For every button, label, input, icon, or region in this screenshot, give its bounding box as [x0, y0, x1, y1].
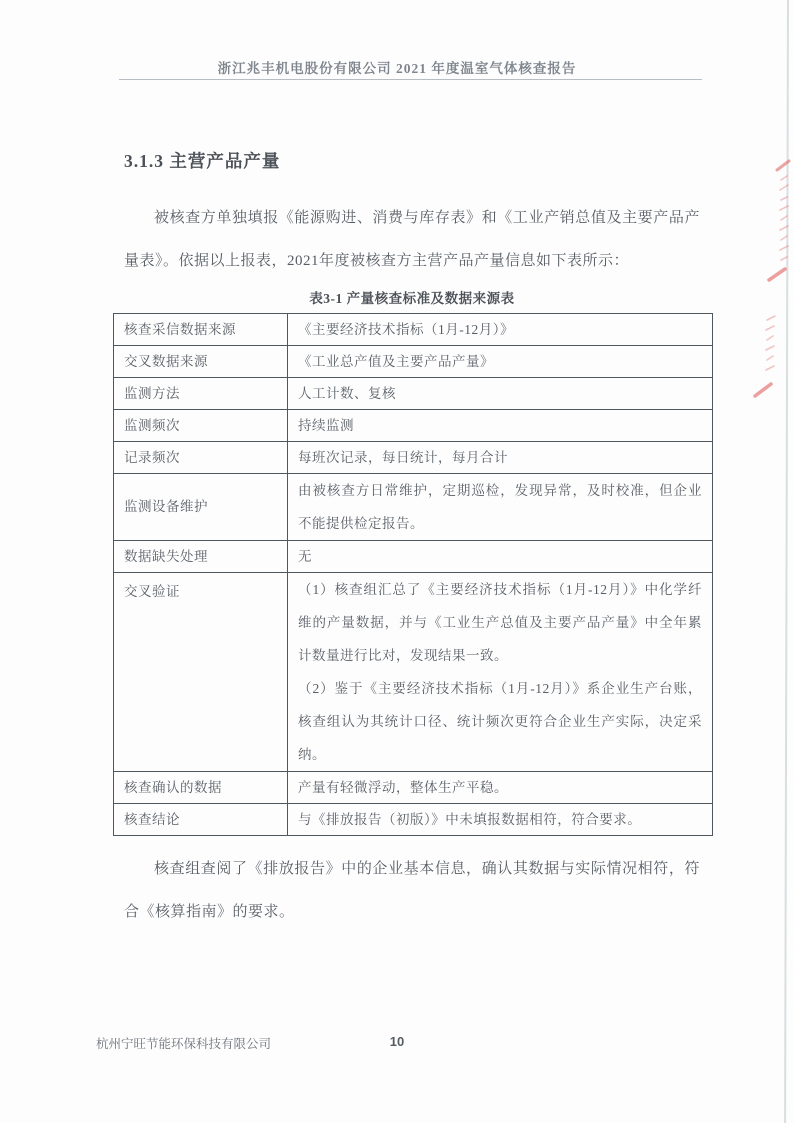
table-row — [114, 346, 713, 378]
row-label: 监测频次 — [114, 410, 288, 442]
row-value — [288, 573, 713, 772]
page-header-title: 浙江兆丰机电股份有限公司 2021 年度温室气体核查报告 — [217, 61, 577, 76]
data-source-table — [113, 313, 713, 836]
row-label: 数据缺失处理 — [114, 541, 288, 573]
row-value: 持续监测 — [288, 410, 713, 442]
intro-paragraph: 被核查方单独填报《能源购进、消费与库存表》和《工业产销总值及主要产品产量表》。依据以上报表，2021年度被核查方主营产品产量信息如下表所示： — [124, 210, 700, 269]
row-label: 核查确认的数据 — [114, 772, 288, 804]
table-row — [114, 541, 713, 573]
red-stamp-fragment — [753, 314, 781, 404]
row-value: 人工计数、复核 — [288, 378, 713, 410]
row-label: 核查采信数据来源 — [114, 314, 288, 346]
row-value — [288, 474, 713, 541]
table-row — [114, 442, 713, 474]
row-label: 记录频次 — [114, 442, 288, 474]
row-value-text: （2）鉴于《主要经济技术指标（1月-12月）》系企业生产台账，核查组认为其统计口径、统计频次更符合企业生产实际，决定采纳。 — [298, 681, 702, 762]
table-row — [114, 474, 713, 541]
row-value-text: （1）核查组汇总了《主要经济技术指标（1月-12月）》中化学纤维的产量数据，并与《工业生产总值及主要产品产量》中全年累计数量进行比对，发现结果一致。 — [298, 582, 702, 663]
page-number: 10 — [389, 1034, 405, 1049]
row-value-text: 由被核查方日常维护，定期巡检，发现异常，及时校准，但企业不能提供检定报告。 — [298, 483, 702, 531]
table-caption: 表3-1 产量核查标准及数据来源表 — [309, 291, 515, 306]
row-value: 每班次记录，每日统计，每月合计 — [288, 442, 713, 474]
row-value: 与《排放报告（初版）》中未填报数据相符，符合要求。 — [288, 804, 713, 836]
row-value: 《工业总产值及主要产品产量》 — [288, 346, 713, 378]
closing-paragraph: 核查组查阅了《排放报告》中的企业基本信息，确认其数据与实际情况相符，符合《核算指南》的要求。 — [124, 861, 700, 920]
row-label: 监测方法 — [114, 378, 288, 410]
row-value: 无 — [288, 541, 713, 573]
content-column — [124, 0, 700, 934]
footer-company: 杭州宁旺节能环保科技有限公司 — [96, 1037, 272, 1051]
table-row — [114, 378, 713, 410]
row-value: 产量有轻微浮动，整体生产平稳。 — [288, 772, 713, 804]
table-row — [114, 772, 713, 804]
table-row — [114, 314, 713, 346]
table-row — [114, 410, 713, 442]
table-row — [114, 573, 713, 772]
row-value: 《主要经济技术指标（1月-12月）》 — [288, 314, 713, 346]
table-row — [114, 804, 713, 836]
row-label: 交叉数据来源 — [114, 346, 288, 378]
row-label: 监测设备维护 — [114, 474, 288, 541]
row-label: 交叉验证 — [114, 573, 288, 772]
section-heading: 3.1.3 主营产品产量 — [124, 151, 281, 171]
red-stamp-fragment — [763, 158, 793, 288]
row-label: 核查结论 — [114, 804, 288, 836]
